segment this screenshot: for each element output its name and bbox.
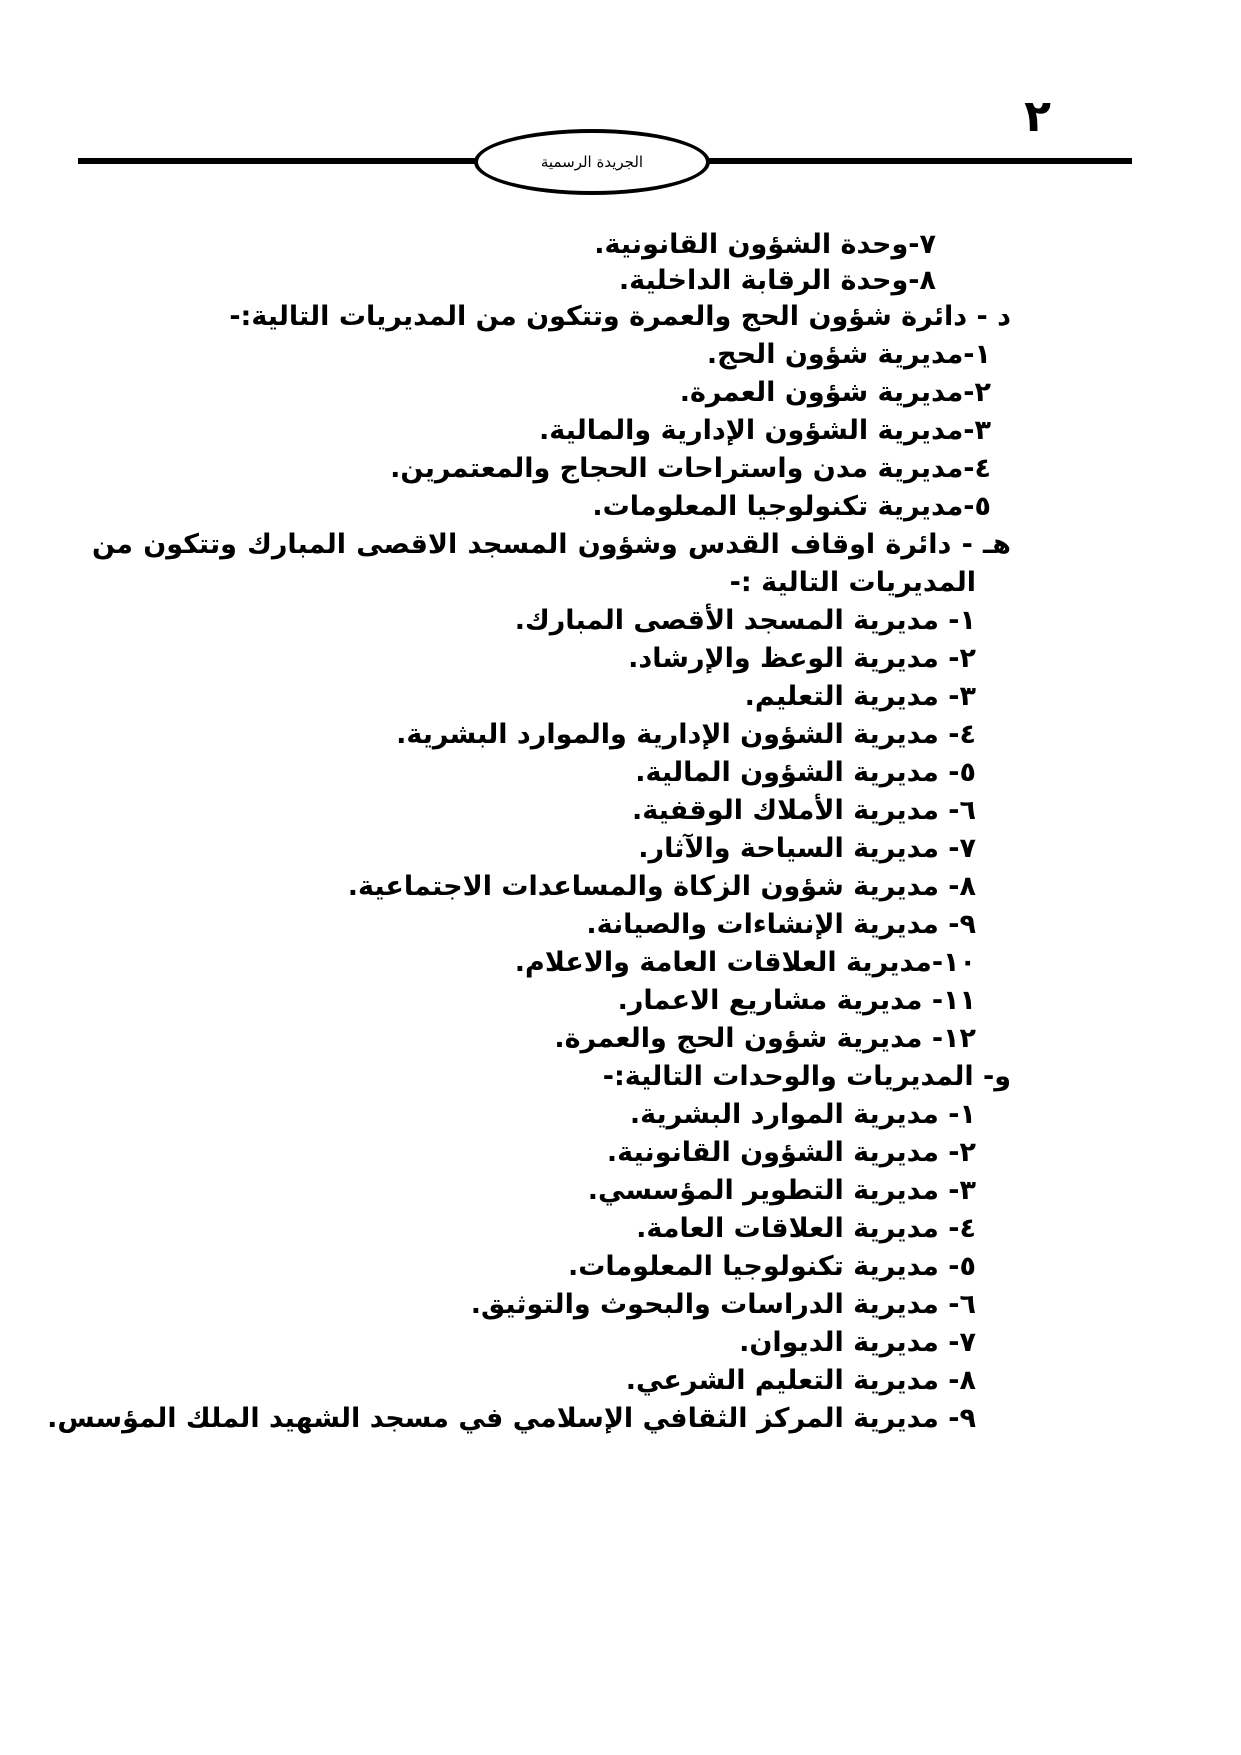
list-item: ١١- مديرية مشاريع الاعمار. [617, 985, 976, 1016]
list-item: ٨-وحدة الرقابة الداخلية. [618, 265, 936, 296]
list-item: ٧- مديرية السياحة والآثار. [638, 833, 976, 864]
list-item: ٥-مديرية تكنولوجيا المعلومات. [592, 491, 991, 522]
list-item: ١- مديرية المسجد الأقصى المبارك. [514, 605, 976, 636]
page-number: ٢ [1024, 91, 1051, 142]
list-item: ١٢- مديرية شؤون الحج والعمرة. [554, 1023, 976, 1054]
list-item: ٧- مديرية الديوان. [739, 1327, 976, 1358]
list-item: ٤- مديرية الشؤون الإدارية والموارد البشرية. [396, 719, 976, 750]
list-item: ٩- مديرية الإنشاءات والصيانة. [586, 909, 976, 940]
list-item: ٥- مديرية الشؤون المالية. [635, 757, 976, 788]
list-item: ٨- مديرية التعليم الشرعي. [625, 1365, 976, 1396]
list-item: ١- مديرية الموارد البشرية. [629, 1099, 976, 1130]
list-item: ٤- مديرية العلاقات العامة. [636, 1213, 976, 1244]
section-heading-d: د - دائرة شؤون الحج والعمرة وتتكون من المديريات التالية:- [229, 301, 1011, 332]
list-item: ١-مديرية شؤون الحج. [706, 339, 991, 370]
list-item: ٣- مديرية التطوير المؤسسي. [587, 1175, 976, 1206]
section-heading-h: هـ - دائرة اوقاف القدس وشؤون المسجد الاقصى المبارك وتتكون من [92, 529, 1011, 560]
section-heading-w: و- المديريات والوحدات التالية:- [602, 1061, 1011, 1092]
list-item: ٤-مديرية مدن واستراحات الحجاج والمعتمرين. [390, 453, 991, 484]
list-item: ٩- مديرية المركز الثقافي الإسلامي في مسجد الشهيد الملك المؤسس. [47, 1403, 976, 1434]
list-item: ٢- مديرية الشؤون القانونية. [606, 1137, 976, 1168]
list-item: ٦- مديرية الدراسات والبحوث والتوثيق. [470, 1289, 976, 1320]
list-item: ٣- مديرية التعليم. [744, 681, 976, 712]
list-item: ١٠-مديرية العلاقات العامة والاعلام. [514, 947, 976, 978]
list-item: ٨- مديرية شؤون الزكاة والمساعدات الاجتماعية. [347, 871, 976, 902]
list-item: ٥- مديرية تكنولوجيا المعلومات. [567, 1251, 976, 1282]
list-item: ٣-مديرية الشؤون الإدارية والمالية. [538, 415, 991, 446]
list-item: ٧-وحدة الشؤون القانونية. [594, 229, 936, 260]
publication-title: الجريدة الرسمية [540, 153, 644, 171]
list-item: ٦- مديرية الأملاك الوقفية. [631, 795, 976, 826]
list-item: ٢-مديرية شؤون العمرة. [679, 377, 991, 408]
list-item: ٢- مديرية الوعظ والإرشاد. [628, 643, 976, 674]
section-heading-h-continuation: المديريات التالية :- [729, 567, 976, 598]
